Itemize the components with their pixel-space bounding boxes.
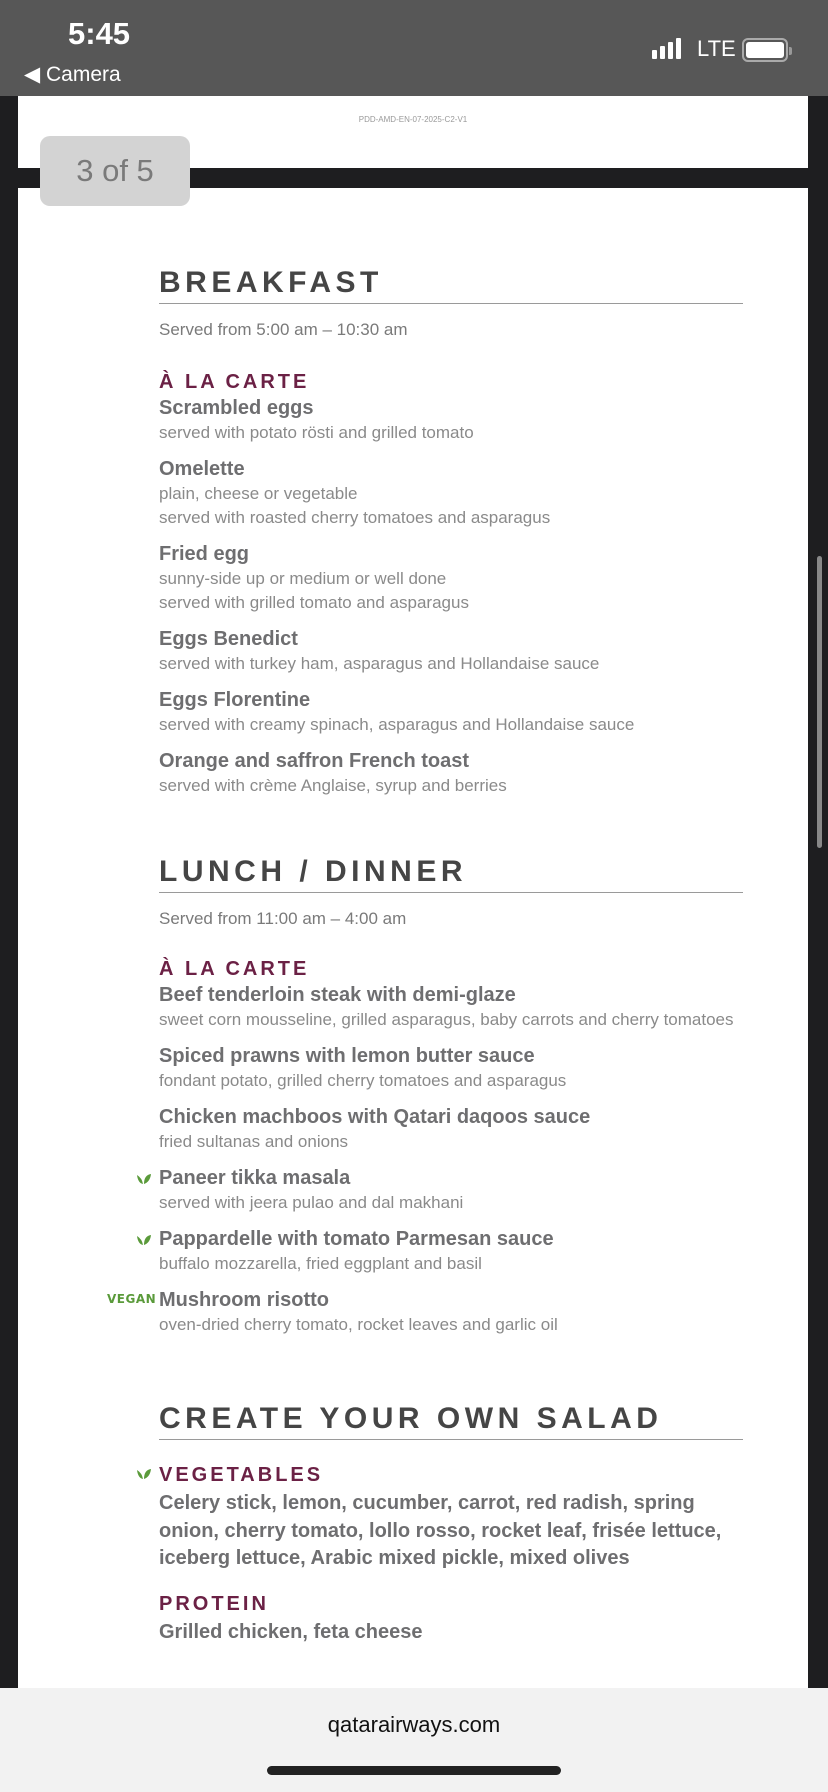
menu-item <box>159 456 743 530</box>
item-title: Pappardelle with tomato Parmesan sauce <box>159 1228 554 1250</box>
menu-item <box>107 1287 743 1337</box>
menu-item <box>159 626 743 676</box>
vegetarian-leaf-icon <box>136 1468 152 1480</box>
menu-item <box>159 748 743 798</box>
subheading: À LA CARTE <box>159 371 310 393</box>
menu-list <box>159 395 743 798</box>
status-bar <box>0 0 828 96</box>
item-title: Orange and saffron French toast <box>159 750 470 772</box>
protein-list: Grilled chicken, feta cheese <box>159 1620 423 1643</box>
battery-icon <box>742 38 788 62</box>
item-description: served with turkey ham, asparagus and Hollandaise sauce <box>159 654 600 673</box>
page-indicator: 3 of 5 <box>40 136 190 206</box>
back-label: Camera <box>45 63 121 86</box>
item-description: sunny-side up or medium or well done <box>159 569 447 588</box>
item-title: Spiced prawns with lemon butter sauce <box>159 1045 535 1067</box>
section-heading: BREAKFAST <box>159 265 743 304</box>
menu-item <box>159 1043 743 1093</box>
item-title: Chicken machboos with Qatari daqoos sauce <box>159 1106 591 1128</box>
item-description: plain, cheese or vegetable <box>159 484 358 503</box>
menu-item <box>159 687 743 737</box>
menu-item <box>159 395 743 445</box>
document-code: PDD-AMD-EN-07-2025-C2-V1 <box>358 115 468 124</box>
item-description: fried sultanas and onions <box>159 1132 349 1151</box>
salad-section <box>159 1401 743 1646</box>
clock: 5:45 <box>68 16 131 51</box>
item-title: Paneer tikka masala <box>159 1167 351 1189</box>
served-hours: Served from 5:00 am – 10:30 am <box>159 320 408 339</box>
vegetarian-leaf-icon <box>136 1234 152 1246</box>
subheading: PROTEIN <box>159 1592 269 1615</box>
item-title: Mushroom risotto <box>159 1289 329 1311</box>
item-description: served with potato rösti and grilled tomato <box>159 423 474 442</box>
item-description: served with roasted cherry tomatoes and asparagus <box>159 508 551 527</box>
item-description: sweet corn mousseline, grilled asparagus, baby carrots and cherry tomatoes <box>159 1010 734 1029</box>
subheading: À LA CARTE <box>159 958 310 980</box>
menu-item <box>159 1104 743 1154</box>
item-description: oven-dried cherry tomato, rocket leaves and garlic oil <box>159 1315 558 1334</box>
item-title: Eggs Benedict <box>159 628 298 650</box>
menu-item <box>159 982 743 1032</box>
item-description: served with grilled tomato and asparagus <box>159 593 469 612</box>
menu-list <box>107 982 743 1337</box>
vegetables-list: Celery stick, lemon, cucumber, carrot, red radish, spring onion, cherry tomato, lollo rosso, rocket leaf, frisée lettuce, iceberg lettuce, Arabic mixed pickle, mixed olives <box>159 1492 722 1569</box>
item-description: served with crème Anglaise, syrup and berries <box>159 776 507 795</box>
vegan-badge: VEGAN <box>107 1292 157 1306</box>
browser-bottom-bar <box>0 1688 828 1792</box>
menu-item <box>159 1165 743 1215</box>
network-type: LTE <box>697 36 736 61</box>
menu-item <box>159 541 743 615</box>
item-title: Omelette <box>159 458 245 480</box>
item-title: Fried egg <box>159 543 250 565</box>
home-indicator[interactable] <box>267 1766 561 1775</box>
item-description: fondant potato, grilled cherry tomatoes and asparagus <box>159 1071 567 1090</box>
section-heading: CREATE YOUR OWN SALAD <box>159 1401 743 1440</box>
menu-item <box>159 1226 743 1276</box>
lunch-dinner-section <box>107 854 743 1348</box>
scrollbar[interactable] <box>817 556 822 848</box>
vegetarian-leaf-icon <box>136 1173 152 1185</box>
item-title: Beef tenderloin steak with demi-glaze <box>159 984 516 1006</box>
signal-icon <box>652 38 681 59</box>
served-hours: Served from 11:00 am – 4:00 am <box>159 909 407 928</box>
item-title: Scrambled eggs <box>159 397 314 419</box>
section-heading: LUNCH / DINNER <box>159 854 743 893</box>
item-description: served with creamy spinach, asparagus and Hollandaise sauce <box>159 715 635 734</box>
back-to-camera-link[interactable]: ◀ Camera <box>24 63 121 86</box>
url-label[interactable]: qatarairways.com <box>327 1712 501 1737</box>
item-title: Eggs Florentine <box>159 689 311 711</box>
subheading: VEGETABLES <box>159 1464 324 1486</box>
breakfast-section <box>159 265 743 809</box>
item-description: served with jeera pulao and dal makhani <box>159 1193 464 1212</box>
item-description: buffalo mozzarella, fried eggplant and basil <box>159 1254 482 1273</box>
